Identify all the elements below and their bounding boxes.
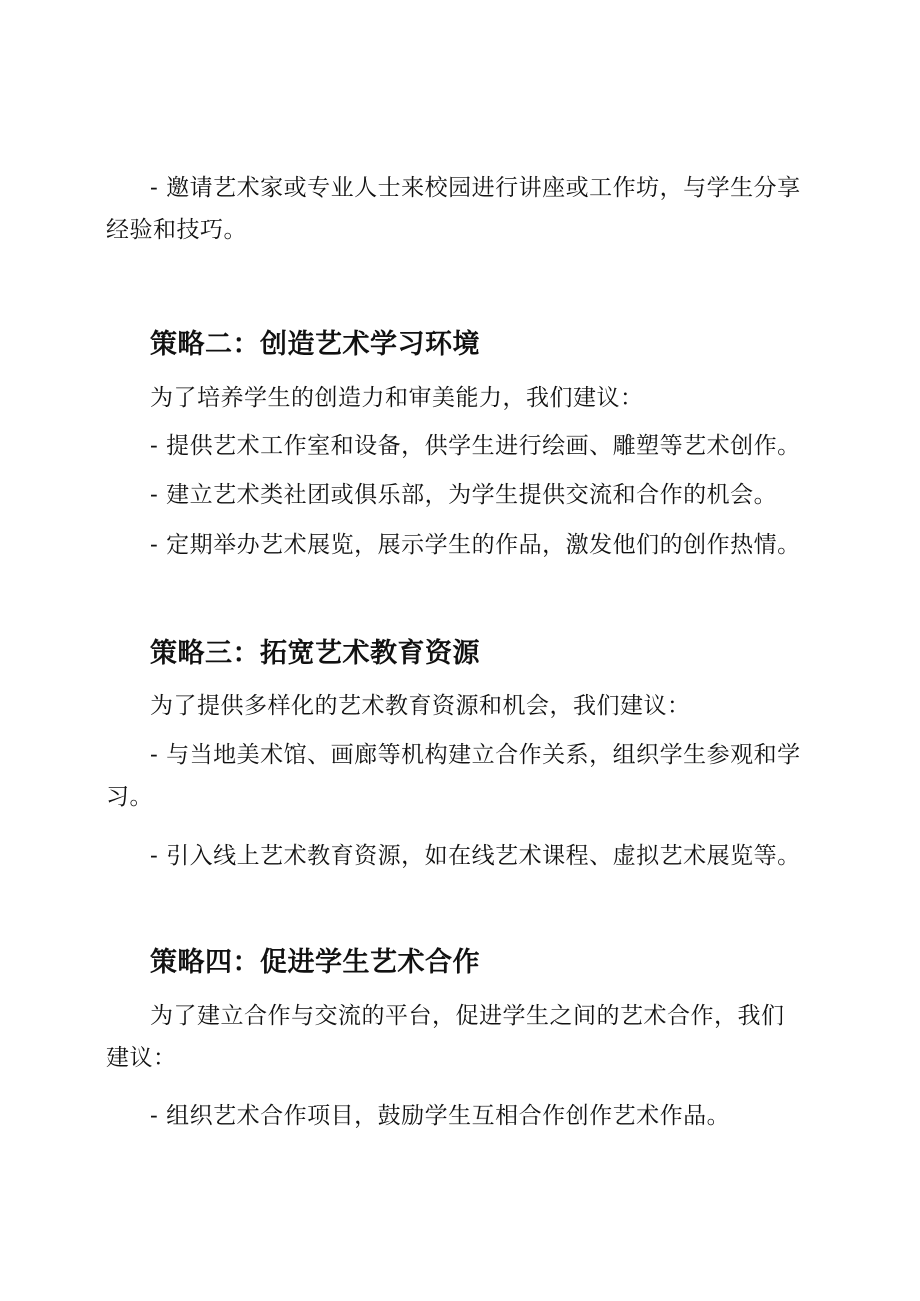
section-lead-strategy-4: 为了建立合作与交流的平台，促进学生之间的艺术合作，我们建议： <box>106 1003 785 1071</box>
section-lead-strategy-3: 为了提供多样化的艺术教育资源和机会，我们建议： <box>150 693 691 719</box>
section-lead-strategy-2: 为了培养学生的创造力和审美能力，我们建议： <box>150 385 644 411</box>
bullet-item: - 引入线上艺术教育资源，如在线艺术课程、虚拟艺术展览等。 <box>150 843 801 869</box>
bullet-item: - 定期举办艺术展览，展示学生的作品，激发他们的创作热情。 <box>150 532 801 558</box>
section-heading-strategy-3: 策略三：拓宽艺术教育资源 <box>150 638 480 669</box>
intro-bullet: - 邀请艺术家或专业人士来校园进行讲座或工作坊，与学生分享经验和技巧。 <box>106 175 801 243</box>
section-heading-strategy-2: 策略二：创造艺术学习环境 <box>150 329 480 360</box>
section-heading-strategy-4: 策略四：促进学生艺术合作 <box>150 947 480 978</box>
bullet-item: - 提供艺术工作室和设备，供学生进行绘画、雕塑等艺术创作。 <box>150 433 801 459</box>
bullet-item: - 建立艺术类社团或俱乐部，为学生提供交流和合作的机会。 <box>150 482 778 508</box>
bullet-item: - 与当地美术馆、画廊等机构建立合作关系，组织学生参观和学习。 <box>106 742 801 810</box>
bullet-item: - 组织艺术合作项目，鼓励学生互相合作创作艺术作品。 <box>150 1103 731 1129</box>
